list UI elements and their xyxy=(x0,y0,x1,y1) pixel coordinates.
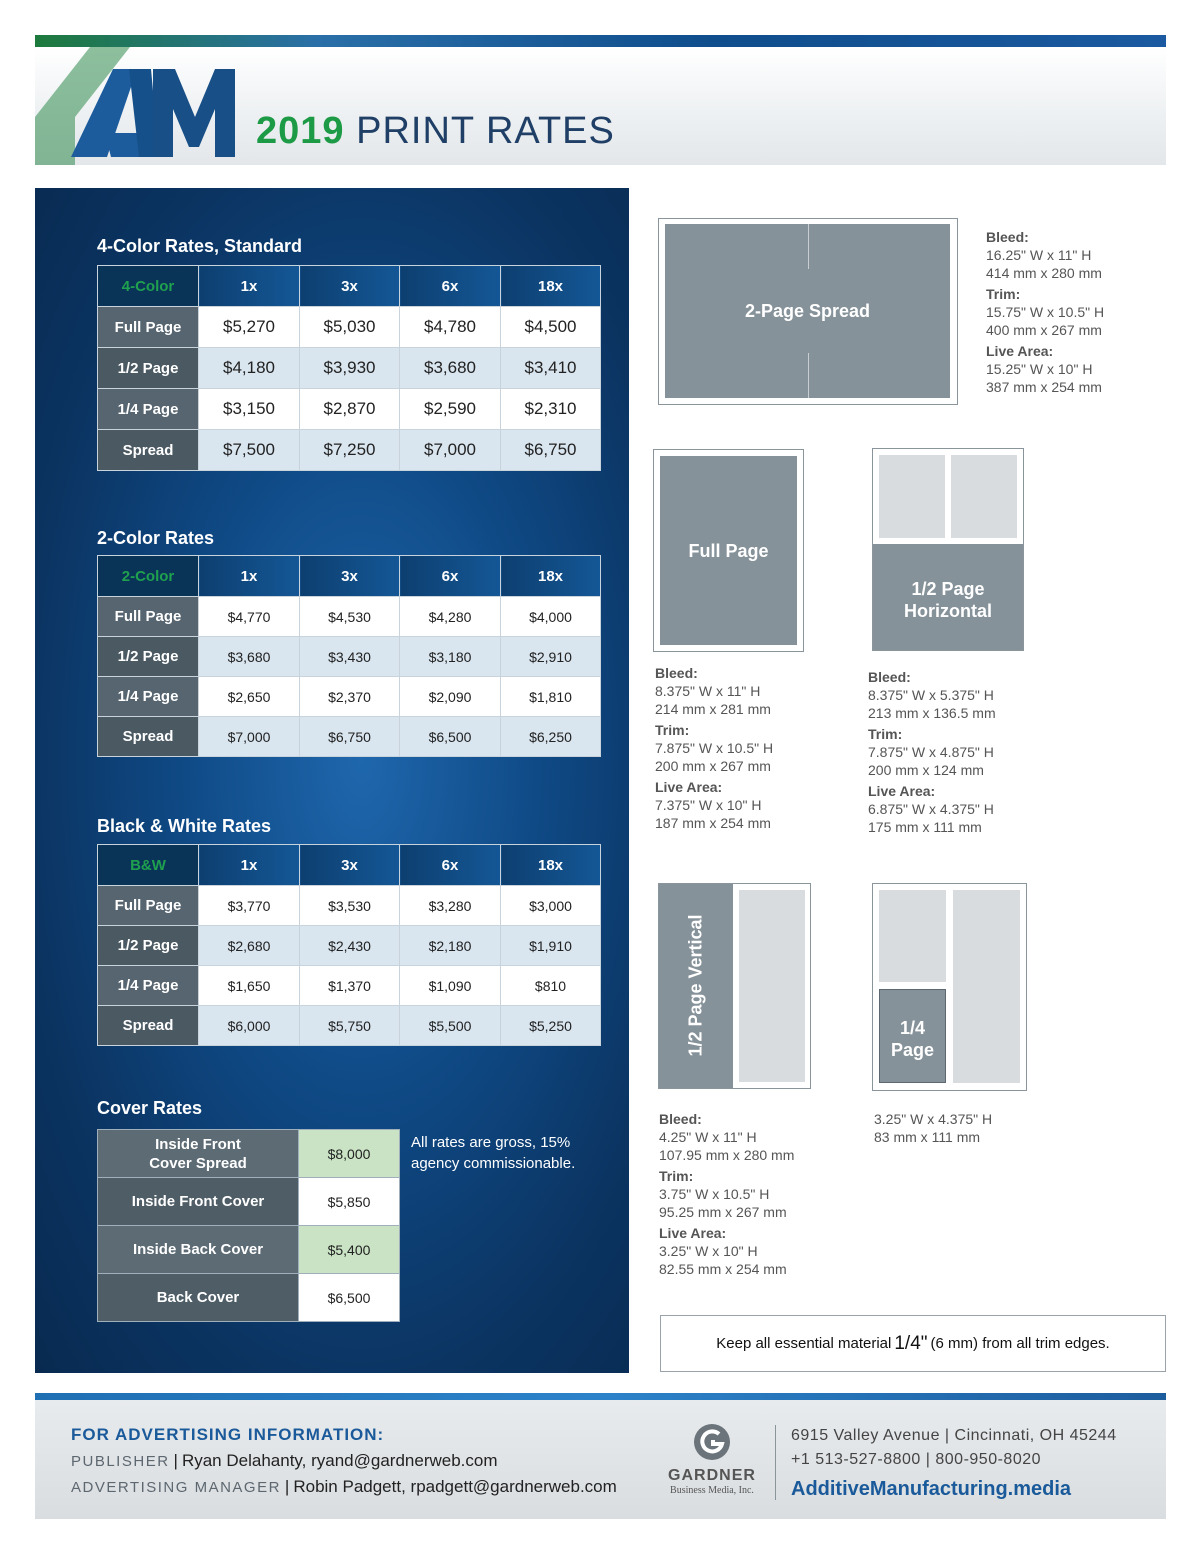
col-header: 1x xyxy=(199,845,300,886)
half-vertical-label: 1/2 Page Vertical xyxy=(685,914,706,1057)
row-label: 1/4 Page xyxy=(98,389,199,430)
rate-cell: $6,250 xyxy=(501,717,601,757)
rate-cell: $4,770 xyxy=(199,597,300,637)
table-row xyxy=(98,717,601,757)
trim-notice xyxy=(660,1315,1166,1372)
spec-heading: Live Area: xyxy=(655,779,723,795)
rate-cell: $5,030 xyxy=(300,307,400,348)
spec-heading: Live Area: xyxy=(986,343,1054,359)
rate-cell: $5,270 xyxy=(199,307,300,348)
row-label: Spread xyxy=(98,430,199,471)
rate-cell: $2,650 xyxy=(199,677,300,717)
half-horizontal-label xyxy=(873,578,1023,622)
header-top-bar xyxy=(35,35,1166,47)
rate-cell: $6,500 xyxy=(299,1274,400,1322)
table-row xyxy=(98,677,601,717)
col-header: 3x xyxy=(300,556,400,597)
rate-cell: $6,000 xyxy=(199,1006,300,1046)
rate-cell: $3,150 xyxy=(199,389,300,430)
full-page-specs xyxy=(655,664,773,832)
rate-cell: $2,430 xyxy=(300,926,400,966)
rate-cell: $8,000 xyxy=(299,1130,400,1178)
rate-cell: $5,750 xyxy=(300,1006,400,1046)
rate-cell: $2,370 xyxy=(300,677,400,717)
spec-value: 16.25" W x 11" H xyxy=(986,247,1092,263)
separator: | xyxy=(284,1477,290,1496)
col-header: 18x xyxy=(501,266,601,307)
rate-cell: $5,250 xyxy=(501,1006,601,1046)
manager-role: ADVERTISING MANAGER xyxy=(71,1479,281,1496)
rates-note: All rates are gross, 15% agency commissionable. xyxy=(411,1134,576,1172)
rate-cell: $1,090 xyxy=(400,966,501,1006)
full-page-diagram xyxy=(653,449,804,652)
spec-value: 187 mm x 254 mm xyxy=(655,815,771,831)
spread-specs xyxy=(986,228,1104,396)
spread-diagram xyxy=(658,218,958,405)
col-header: 18x xyxy=(501,556,601,597)
spec-value: 95.25 mm x 267 mm xyxy=(659,1204,787,1220)
trim-notice-size: 1/4" xyxy=(894,1332,928,1354)
manager-contact[interactable]: Robin Padgett, rpadgett@gardnerweb.com xyxy=(293,1477,617,1496)
spec-heading: Trim: xyxy=(655,722,690,738)
rate-cell: $7,000 xyxy=(400,430,501,471)
half-vertical-diagram xyxy=(658,883,811,1089)
rate-cell: $7,500 xyxy=(199,430,300,471)
spec-value: 387 mm x 254 mm xyxy=(986,379,1102,395)
label-line: Horizontal xyxy=(904,601,992,621)
spec-value: 15.75" W x 10.5" H xyxy=(986,304,1105,320)
publisher-line xyxy=(71,1451,498,1471)
publisher-role: PUBLISHER xyxy=(71,1453,170,1470)
footer-bar xyxy=(35,1393,1166,1400)
rate-cell: $7,000 xyxy=(199,717,300,757)
address: 6915 Valley Avenue | Cincinnati, OH 45244 xyxy=(791,1427,1117,1444)
half-vertical-specs xyxy=(659,1110,794,1278)
publisher-contact[interactable]: Ryan Delahanty, ryand@gardnerweb.com xyxy=(181,1451,498,1470)
rate-cell: $3,280 xyxy=(400,886,501,926)
gardner-logo xyxy=(660,1422,764,1496)
row-label: Inside Front Cover xyxy=(98,1178,299,1226)
rate-cell: $3,530 xyxy=(300,886,400,926)
table-row xyxy=(98,348,601,389)
rate-cell: $3,430 xyxy=(300,637,400,677)
spec-value: 7.875" W x 4.875" H xyxy=(868,744,994,760)
page-title xyxy=(256,110,615,153)
spec-value: 107.95 mm x 280 mm xyxy=(659,1147,795,1163)
quarter-placeholder xyxy=(879,890,946,982)
bw-title: Black & White Rates xyxy=(97,816,272,836)
rate-cell: $3,680 xyxy=(199,637,300,677)
four-color-table xyxy=(97,265,601,471)
manager-line xyxy=(71,1477,617,1497)
gardner-g-icon xyxy=(692,1422,732,1462)
row-label: 1/4 Page xyxy=(98,677,199,717)
footer-heading: FOR ADVERTISING INFORMATION: xyxy=(71,1425,385,1444)
title-year: 2019 xyxy=(256,110,345,152)
col-header: 18x xyxy=(501,845,601,886)
table-row xyxy=(98,1130,400,1178)
col-header: 3x xyxy=(300,266,400,307)
footer-divider xyxy=(775,1425,776,1500)
cover-title: Cover Rates xyxy=(97,1098,203,1118)
spec-value: 3.25" W x 4.375" H xyxy=(874,1111,993,1127)
row-label: 1/2 Page xyxy=(98,926,199,966)
table-row xyxy=(98,430,601,471)
bw-table xyxy=(97,844,601,1046)
cover-table xyxy=(97,1129,400,1322)
row-label: Full Page xyxy=(98,307,199,348)
spread-label: 2-Page Spread xyxy=(744,301,871,321)
table-row xyxy=(98,1274,400,1322)
rate-cell: $6,500 xyxy=(400,717,501,757)
spec-value: 4.25" W x 11" H xyxy=(659,1129,757,1145)
rate-cell: $1,810 xyxy=(501,677,601,717)
company-name: GARDNER xyxy=(668,1467,756,1484)
rate-cell: $4,530 xyxy=(300,597,400,637)
rate-cell: $4,780 xyxy=(400,307,501,348)
spec-value: 213 mm x 136.5 mm xyxy=(868,705,996,721)
row-label: Inside Back Cover xyxy=(98,1226,299,1274)
rate-cell: $2,870 xyxy=(300,389,400,430)
rate-cell: $7,250 xyxy=(300,430,400,471)
table-row xyxy=(98,389,601,430)
col-header: 3x xyxy=(300,845,400,886)
rate-cell: $4,000 xyxy=(501,597,601,637)
table-row xyxy=(98,926,601,966)
spec-heading: Trim: xyxy=(659,1168,694,1184)
table-corner: B&W xyxy=(98,845,199,886)
rate-cell: $2,310 xyxy=(501,389,601,430)
rate-cell: $4,180 xyxy=(199,348,300,389)
title-text: PRINT RATES xyxy=(356,110,615,152)
table-row xyxy=(98,966,601,1006)
table-row xyxy=(98,597,601,637)
trim-notice-text: Keep all essential material xyxy=(716,1335,892,1352)
spec-value: 214 mm x 281 mm xyxy=(655,701,771,717)
row-label: Back Cover xyxy=(98,1274,299,1322)
spec-value: 200 mm x 267 mm xyxy=(655,758,771,774)
half-horizontal-specs xyxy=(868,668,996,836)
row-label: Full Page xyxy=(98,597,199,637)
website-link[interactable]: AdditiveManufacturing.media xyxy=(791,1478,1072,1500)
spread-fold-top xyxy=(808,224,809,269)
spec-value: 3.25" W x 10" H xyxy=(659,1243,758,1259)
rate-cell: $5,400 xyxy=(299,1226,400,1274)
rate-cell: $5,850 xyxy=(299,1178,400,1226)
table-row xyxy=(98,1178,400,1226)
rate-cell: $2,590 xyxy=(400,389,501,430)
quarter-label xyxy=(879,1017,946,1061)
spec-value: 8.375" W x 11" H xyxy=(655,683,761,699)
rate-cell: $6,750 xyxy=(501,430,601,471)
row-label xyxy=(98,1130,299,1178)
half-horizontal-placeholder xyxy=(879,455,945,538)
spec-value: 414 mm x 280 mm xyxy=(986,265,1102,281)
spec-value: 200 mm x 124 mm xyxy=(868,762,984,778)
table-row xyxy=(98,1006,601,1046)
row-label: 1/4 Page xyxy=(98,966,199,1006)
spec-value: 175 mm x 111 mm xyxy=(868,819,982,835)
separator: | xyxy=(173,1451,178,1470)
spec-heading: Bleed: xyxy=(659,1111,702,1127)
row-label: 1/2 Page xyxy=(98,348,199,389)
rate-cell: $1,370 xyxy=(300,966,400,1006)
quarter-specs xyxy=(874,1110,992,1146)
col-header: 6x xyxy=(400,556,501,597)
rate-cell: $2,680 xyxy=(199,926,300,966)
rate-cell: $2,180 xyxy=(400,926,501,966)
rate-cell: $1,650 xyxy=(199,966,300,1006)
half-horizontal-diagram xyxy=(872,448,1024,651)
rate-cell: $3,770 xyxy=(199,886,300,926)
spec-value: 8.375" W x 5.375" H xyxy=(868,687,994,703)
trim-notice-text: (6 mm) from all trim edges. xyxy=(930,1335,1110,1352)
two-color-title: 2-Color Rates xyxy=(97,528,215,548)
two-color-table xyxy=(97,555,601,757)
rate-cell: $2,090 xyxy=(400,677,501,717)
company-subtitle: Business Media, Inc. xyxy=(670,1485,754,1496)
rate-cell: $810 xyxy=(501,966,601,1006)
rate-cell: $3,680 xyxy=(400,348,501,389)
rate-cell: $5,500 xyxy=(400,1006,501,1046)
rate-cell: $3,930 xyxy=(300,348,400,389)
quarter-page-diagram xyxy=(872,883,1027,1091)
col-header: 6x xyxy=(400,845,501,886)
spec-heading: Live Area: xyxy=(659,1225,727,1241)
col-header: 1x xyxy=(199,556,300,597)
table-row xyxy=(98,1226,400,1274)
col-header: 6x xyxy=(400,266,501,307)
spec-heading: Bleed: xyxy=(868,669,911,685)
four-color-title: 4-Color Rates, Standard xyxy=(97,236,303,256)
am-logo-icon xyxy=(35,47,260,165)
full-page-label: Full Page xyxy=(688,541,769,561)
row-label-line: Cover Spread xyxy=(149,1154,247,1172)
label-line: 1/2 Page xyxy=(911,579,985,599)
spec-value: 6.875" W x 4.375" H xyxy=(868,801,994,817)
table-corner: 4-Color xyxy=(98,266,199,307)
spec-value: 400 mm x 267 mm xyxy=(986,322,1102,338)
label-line: 1/4 xyxy=(899,1018,926,1038)
spec-value: 3.75" W x 10.5" H xyxy=(659,1186,770,1202)
row-label-line: Inside Front xyxy=(155,1135,241,1153)
label-line: Page xyxy=(890,1040,935,1060)
spec-value: 82.55 mm x 254 mm xyxy=(659,1261,787,1277)
spec-value: 7.375" W x 10" H xyxy=(655,797,762,813)
half-vertical-placeholder xyxy=(739,890,805,1082)
table-corner: 2-Color xyxy=(98,556,199,597)
spec-value: 7.875" W x 10.5" H xyxy=(655,740,774,756)
spec-heading: Bleed: xyxy=(986,229,1029,245)
row-label: Spread xyxy=(98,1006,199,1046)
row-label: 1/2 Page xyxy=(98,637,199,677)
quarter-placeholder xyxy=(953,890,1020,1083)
rate-cell: $4,500 xyxy=(501,307,601,348)
rate-cell: $2,910 xyxy=(501,637,601,677)
spec-heading: Live Area: xyxy=(868,783,936,799)
rate-cell: $6,750 xyxy=(300,717,400,757)
rate-cell: $4,280 xyxy=(400,597,501,637)
rate-cell: $3,410 xyxy=(501,348,601,389)
spec-heading: Trim: xyxy=(868,726,903,742)
rate-cell: $3,000 xyxy=(501,886,601,926)
spec-value: 83 mm x 111 mm xyxy=(874,1129,981,1145)
spread-fold-bottom xyxy=(808,353,809,398)
spec-heading: Trim: xyxy=(986,286,1021,302)
table-row xyxy=(98,637,601,677)
row-label: Spread xyxy=(98,717,199,757)
row-label: Full Page xyxy=(98,886,199,926)
rate-cell: $3,180 xyxy=(400,637,501,677)
spec-heading: Bleed: xyxy=(655,665,698,681)
col-header: 1x xyxy=(199,266,300,307)
phone-numbers: +1 513-527-8800 | 800-950-8020 xyxy=(791,1451,1042,1468)
spec-value: 15.25" W x 10" H xyxy=(986,361,1093,377)
half-horizontal-placeholder xyxy=(951,455,1017,538)
rate-cell: $1,910 xyxy=(501,926,601,966)
table-row xyxy=(98,307,601,348)
table-row xyxy=(98,886,601,926)
